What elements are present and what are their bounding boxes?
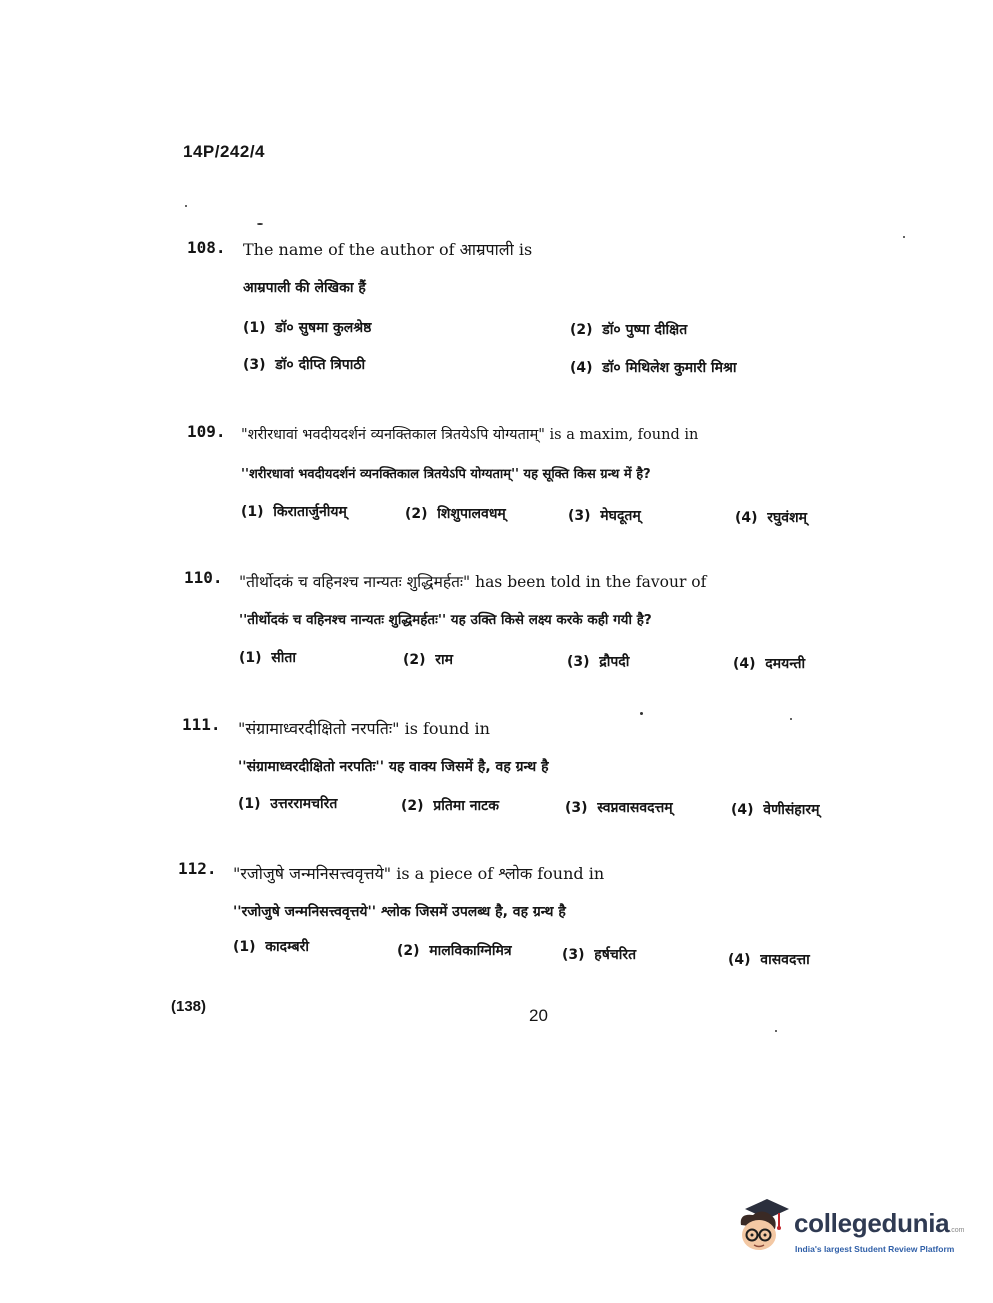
- option-3: [562, 945, 636, 964]
- option-label: (2): [397, 943, 420, 959]
- option-label: (4): [728, 952, 751, 968]
- question-hindi: ''तीर्थोदकं च वहिनश्च नान्यतः शुद्धिमर्हतः'' यह उक्ति किसे लक्ष्य करके कही गयी है?: [239, 612, 652, 628]
- option-4: [570, 358, 737, 377]
- option-4: [728, 950, 810, 969]
- option-label: (1): [241, 504, 264, 520]
- option-3: [565, 798, 673, 817]
- option-text: हर्षचरित: [594, 947, 637, 963]
- option-4: [733, 654, 805, 673]
- option-label: (3): [568, 508, 591, 524]
- option-text: वेणीसंहारम्: [763, 802, 820, 818]
- option-4: [731, 800, 819, 819]
- option-label: (3): [243, 357, 266, 373]
- option-label: (4): [731, 802, 754, 818]
- scan-speck: [257, 223, 263, 225]
- option-text: मेघदूतम्: [600, 508, 641, 524]
- option-text: सीता: [271, 650, 296, 666]
- question-hindi: आम्रपाली की लेखिका हैं: [243, 280, 366, 296]
- option-label: (2): [401, 798, 424, 814]
- option-text: किरातार्जुनीयम्: [273, 504, 347, 520]
- option-text: डॉ० पुष्पा दीक्षित: [602, 322, 688, 338]
- option-text: कादम्बरी: [265, 939, 310, 955]
- page-number: 20: [529, 1006, 548, 1025]
- paper-code: 14P/242/4: [183, 142, 266, 161]
- option-3: [567, 652, 629, 671]
- question-english: "तीर्थोदकं च वहिनश्च नान्यतः शुद्धिमर्हतः" has been told in the favour of: [239, 573, 707, 591]
- brand-tagline: India's largest Student Review Platform: [795, 1244, 955, 1254]
- question-english: The name of the author of आम्रपाली is: [243, 240, 533, 259]
- option-2: [401, 796, 499, 815]
- option-text: दमयन्ती: [765, 656, 806, 672]
- option-label: (3): [565, 800, 588, 816]
- option-text: उत्तररामचरित: [270, 796, 338, 812]
- option-label: (4): [735, 510, 758, 526]
- option-2: [397, 941, 512, 960]
- brand-name: collegedunia: [794, 1208, 950, 1238]
- question-english: "शरीरधावां भवदीयदर्शनं व्यनक्तिकाल त्रितयेऽपि योग्यताम्" is a maxim, found in: [241, 427, 699, 443]
- option-label: (2): [570, 322, 593, 338]
- option-2: [403, 650, 453, 669]
- question-number: 111.: [182, 715, 221, 734]
- scan-speck: [790, 718, 792, 720]
- question-hindi: ''रजोजुषे जन्मनिसत्त्ववृत्तये'' श्लोक जिसमें उपलब्ध है, वह ग्रन्थ है: [233, 904, 566, 920]
- option-text: स्वप्नवासवदत्तम्: [597, 800, 673, 816]
- scan-speck: [775, 1030, 777, 1032]
- option-label: (1): [243, 320, 266, 336]
- option-3: [243, 355, 365, 374]
- option-label: (3): [567, 654, 590, 670]
- option-1: [239, 648, 296, 667]
- option-1: [238, 794, 337, 813]
- option-text: प्रतिमा नाटक: [433, 798, 499, 814]
- option-2: [570, 320, 687, 339]
- option-1: [243, 318, 371, 337]
- scan-speck: [903, 236, 905, 238]
- option-text: रघुवंशम्: [767, 510, 807, 526]
- option-1: [233, 937, 309, 956]
- option-text: द्रौपदी: [599, 654, 630, 670]
- question-number: 108.: [187, 238, 226, 257]
- option-label: (1): [238, 796, 261, 812]
- option-label: (2): [405, 506, 428, 522]
- option-3: [568, 506, 641, 525]
- option-label: (1): [233, 939, 256, 955]
- question-hindi: ''शरीरधावां भवदीयदर्शनं व्यनक्तिकाल त्रितयेऽपि योग्यताम्'' यह सूक्ति किस ग्रन्थ में है?: [241, 467, 651, 482]
- question-hindi: ''संग्रामाध्वरदीक्षितो नरपतिः'' यह वाक्य जिसमें है, वह ग्रन्थ है: [238, 759, 549, 775]
- question-english: "रजोजुषे जन्मनिसत्त्ववृत्तये" is a piece of श्लोक found in: [233, 864, 605, 883]
- option-label: (4): [570, 360, 593, 376]
- option-1: [241, 502, 347, 521]
- option-label: (4): [733, 656, 756, 672]
- question-number: 109.: [187, 422, 226, 441]
- set-code: (138): [171, 998, 207, 1015]
- student-mascot-icon: [733, 1195, 793, 1257]
- question-number: 112.: [178, 859, 217, 878]
- option-text: मालविकाग्निमित्र: [429, 943, 512, 959]
- option-4: [735, 508, 807, 527]
- option-text: शिशुपालवधम्: [437, 506, 506, 522]
- brand-wordmark: [794, 1208, 965, 1239]
- option-text: वासवदत्ता: [760, 952, 810, 968]
- option-label: (2): [403, 652, 426, 668]
- option-2: [405, 504, 506, 523]
- option-text: डॉ० दीप्ति त्रिपाठी: [275, 357, 366, 373]
- question-english: "संग्रामाध्वरदीक्षितो नरपतिः" is found in: [238, 719, 490, 738]
- scan-speck: [185, 205, 187, 207]
- option-text: डॉ० मिथिलेश कुमारी मिश्रा: [602, 360, 737, 376]
- option-text: राम: [435, 652, 454, 668]
- scan-speck: [640, 712, 643, 715]
- question-number: 110.: [184, 568, 223, 587]
- option-label: (1): [239, 650, 262, 666]
- brand-domain: .com: [949, 1227, 965, 1234]
- option-label: (3): [562, 947, 585, 963]
- option-text: डॉ० सुषमा कुलश्रेष्ठ: [275, 320, 372, 336]
